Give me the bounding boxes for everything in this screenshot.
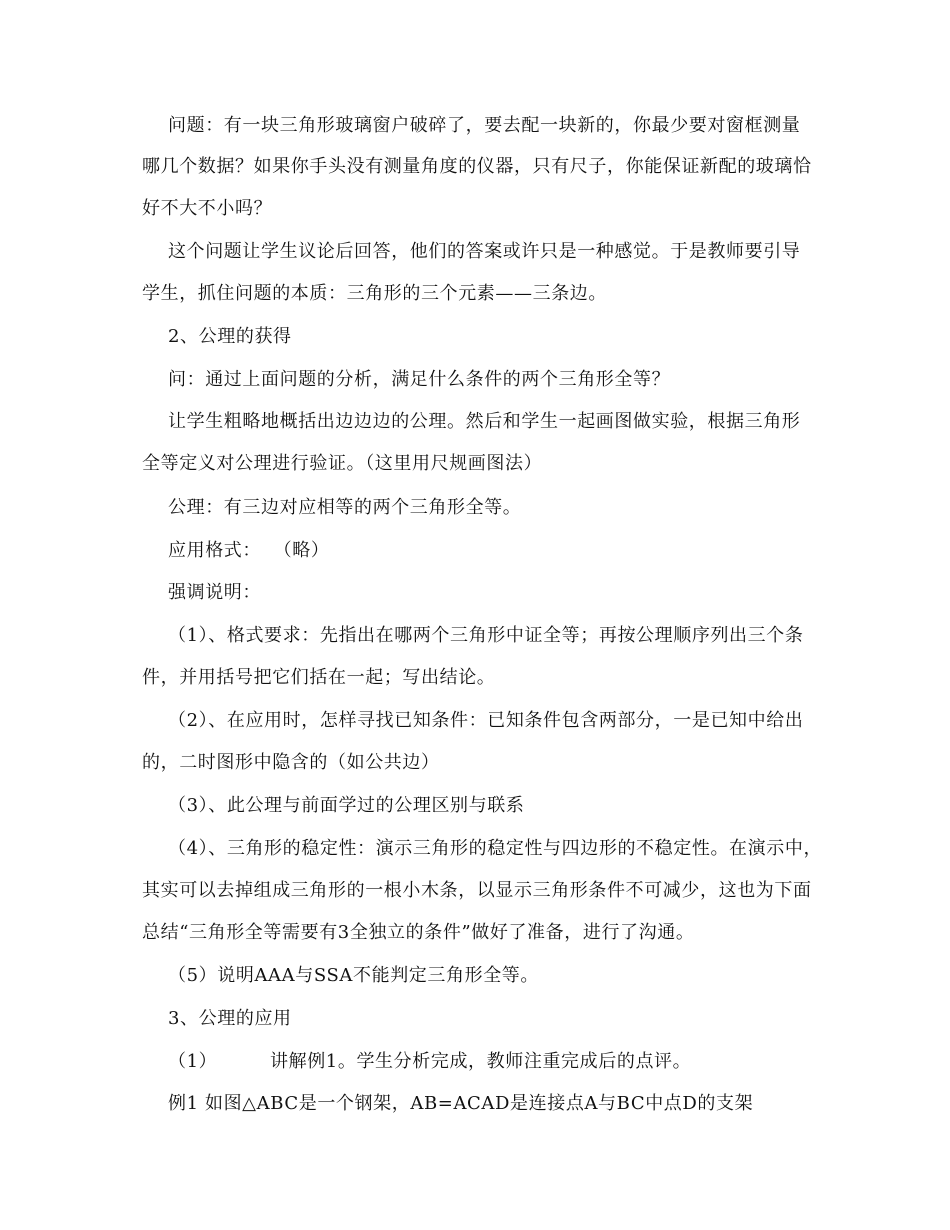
note-1-line-2: 件，并用括号把它们括在一起；写出结论。 [142, 667, 496, 688]
application-item-1 [168, 1050, 691, 1074]
note-2-line-2: 的，二时图形中隐含的（如公共边） [142, 752, 440, 773]
question-line: 问：通过上面问题的分析，满足什么条件的两个三角形全等？ [168, 369, 671, 390]
note-5-line: （5）说明AAA与SSA不能判定三角形全等。 [168, 965, 539, 986]
paragraph-problem-line-3: 好不大不小吗？ [142, 198, 273, 219]
axiom-line: 公理：有三边对应相等的两个三角形全等。 [168, 497, 522, 518]
section-heading-2: 2、公理的获得 [168, 326, 292, 347]
section-heading-3: 3、公理的应用 [168, 1008, 292, 1029]
note-1-line-1: （1）、格式要求：先指出在哪两个三角形中证全等；再按公理顺序列出三个条 [168, 625, 804, 646]
application-item-1-number: （1） [168, 1051, 218, 1072]
paragraph-experiment-line-2: 全等定义对公理进行验证。（这里用尺规画图法） [142, 453, 543, 474]
paragraph-discussion-line-2: 学生，抓住问题的本质：三角形的三个元素——三条边。 [142, 283, 607, 304]
paragraph-problem-line-1: 问题：有一块三角形玻璃窗户破碎了，要去配一块新的，你最少要对窗框测量 [168, 115, 801, 136]
application-item-1-text: 讲解例1。学生分析完成，教师注重完成后的点评。 [270, 1051, 692, 1072]
paragraph-experiment-line-1: 让学生粗略地概括出边边边的公理。然后和学生一起画图做实验，根据三角形 [168, 411, 801, 432]
emphasis-heading: 强调说明： [168, 582, 261, 603]
note-2-line-1: （2）、在应用时，怎样寻找已知条件：已知条件包含两部分，一是已知中给出 [168, 710, 804, 731]
format-line: 应用格式： （略） [168, 540, 330, 561]
note-4-line-3: 总结“三角形全等需要有3全独立的条件”做好了准备，进行了沟通。 [142, 922, 695, 943]
paragraph-problem-line-2: 哪几个数据？如果你手头没有测量角度的仪器，只有尺子，你能保证新配的玻璃恰 [142, 156, 812, 177]
note-3-line: （3）、此公理与前面学过的公理区别与联系 [168, 795, 525, 816]
note-4-line-2: 其实可以去掉组成三角形的一根小木条，以显示三角形条件不可减少，这也为下面 [142, 880, 812, 901]
example-1-line: 例1 如图△ABC是一个钢架，AB=ACAD是连接点A与BC中点D的支架 [168, 1093, 754, 1114]
paragraph-discussion-line-1: 这个问题让学生议论后回答，他们的答案或许只是一种感觉。于是教师要引导 [168, 241, 801, 262]
note-4-line-1: （4）、三角形的稳定性：演示三角形的稳定性与四边形的不稳定性。在演示中， [168, 838, 823, 859]
